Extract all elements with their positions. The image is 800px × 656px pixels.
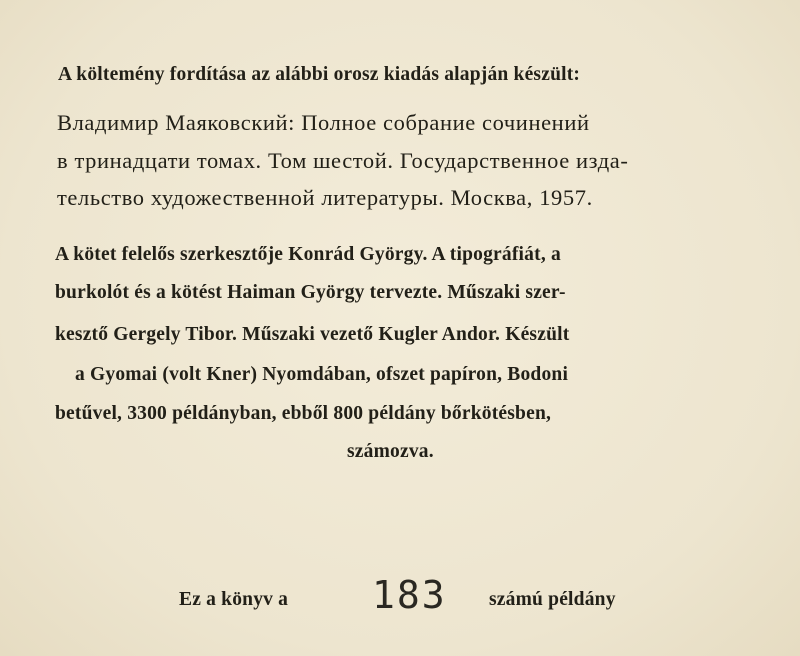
russian-source-line: в тринадцати томах. Том шестой. Государственное изда-	[57, 148, 629, 173]
copy-number-suffix: számú példány	[489, 589, 616, 610]
colophon-line: betűvel, 3300 példányban, ebből 800 példány bőrkötésben,	[55, 403, 552, 424]
colophon-line: A kötet felelős szerkesztője Konrád György. A tipográfiát, a	[55, 244, 561, 265]
colophon-line: a Gyomai (volt Kner) Nyomdában, ofszet papíron, Bodoni	[75, 364, 569, 385]
colophon-line: kesztő Gergely Tibor. Műszaki vezető Kugler Andor. Készült	[55, 324, 570, 345]
russian-source-line: Владимир Маяковский: Полное собрание сочинений	[57, 110, 590, 135]
copy-number: 183	[372, 573, 447, 617]
translation-note: A költemény fordítása az alábbi orosz kiadás alapján készült:	[58, 64, 581, 85]
copy-number-prefix: Ez a könyv a	[179, 589, 289, 610]
colophon-line: burkolót és a kötést Haiman György tervezte. Műszaki szer-	[55, 282, 566, 303]
russian-source-line: тельство художественной литературы. Москва, 1957.	[57, 185, 593, 210]
colophon-line: számozva.	[347, 441, 434, 462]
